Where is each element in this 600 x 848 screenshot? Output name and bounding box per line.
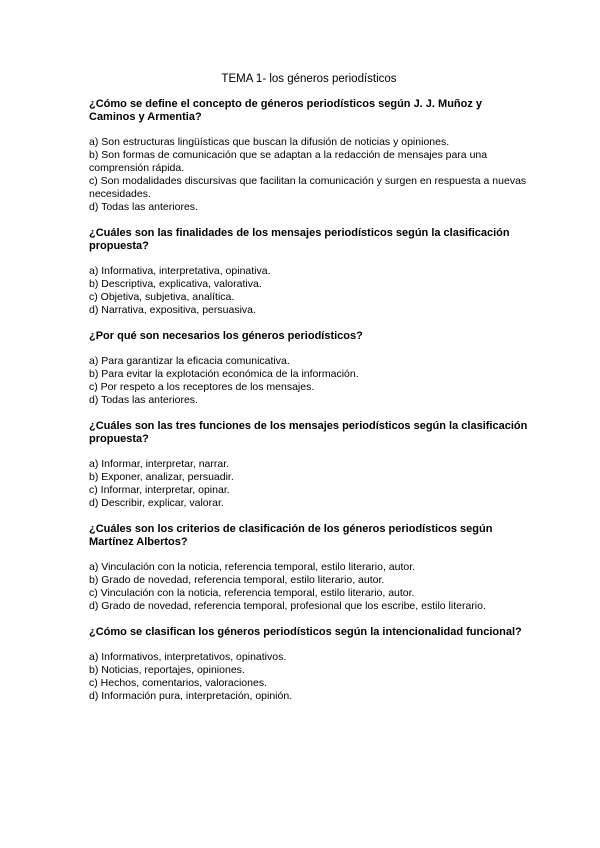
answer-options: [89, 651, 529, 703]
answer-option-b: b) Grado de novedad, referencia temporal, estilo literario, autor.: [89, 574, 385, 586]
answer-option-b: b) Noticias, reportajes, opiniones.: [89, 664, 245, 676]
answer-option-d: d) Todas las anteriores.: [89, 394, 198, 406]
answer-option-c: c) Informar, interpretar, opinar.: [89, 484, 230, 496]
answer-options: [89, 136, 529, 214]
answer-option-a: a) Vinculación con la noticia, referencia temporal, estilo literario, autor.: [89, 561, 416, 573]
answer-option-b: b) Para evitar la explotación económica de la información.: [89, 368, 359, 380]
answer-option-c: c) Hechos, comentarios, valoraciones.: [89, 677, 267, 689]
question-text: ¿Cómo se define el concepto de géneros periodísticos según J. J. Muñoz y Caminos y Armentia?: [89, 98, 483, 123]
question-block-5: [89, 523, 529, 613]
answer-option-d: d) Todas las anteriores.: [89, 201, 198, 213]
question-block-6: [89, 626, 529, 703]
answer-option-d: d) Describir, explicar, valorar.: [89, 497, 224, 509]
question-text: ¿Cómo se clasifican los géneros periodísticos según la intencionalidad funcional?: [89, 626, 522, 638]
answer-options: [89, 265, 529, 317]
answer-option-d: d) Narrativa, expositiva, persuasiva.: [89, 304, 256, 316]
answer-option-b: b) Descriptiva, explicativa, valorativa.: [89, 278, 262, 290]
answer-option-c: c) Vinculación con la noticia, referencia temporal, estilo literario, autor.: [89, 587, 415, 599]
answer-options: [89, 561, 529, 613]
question-text: ¿Cuáles son las finalidades de los mensajes periodísticos según la clasificación propuesta?: [89, 227, 510, 252]
answer-options: [89, 458, 529, 510]
question-text: ¿Por qué son necesarios los géneros periodísticos?: [89, 330, 363, 342]
question-block-1: [89, 98, 529, 214]
answer-option-a: a) Informativos, interpretativos, opinativos.: [89, 651, 287, 663]
question-text: ¿Cuáles son los criterios de clasificación de los géneros periodísticos según Martínez Albertos?: [89, 523, 493, 548]
answer-option-d: d) Grado de novedad, referencia temporal, profesional que los escribe, estilo literario.: [89, 600, 486, 612]
answer-option-d: d) Información pura, interpretación, opinión.: [89, 690, 293, 702]
answer-option-a: a) Informar, interpretar, narrar.: [89, 458, 230, 470]
answer-option-a: a) Para garantizar la eficacia comunicativa.: [89, 355, 290, 367]
answer-option-c: c) Objetiva, subjetiva, analítica.: [89, 291, 235, 303]
question-text: ¿Cuáles son las tres funciones de los mensajes periodísticos según la clasificación propuesta?: [89, 420, 528, 445]
answer-option-a: a) Son estructuras lingüísticas que buscan la difusión de noticias y opiniones.: [89, 136, 450, 148]
answer-option-b: b) Son formas de comunicación que se adaptan a la redacción de mensajes para una comprensión rápida.: [89, 149, 488, 174]
answer-option-a: a) Informativa, interpretativa, opinativa.: [89, 265, 271, 277]
question-block-3: [89, 330, 529, 407]
answer-option-c: c) Son modalidades discursivas que facilitan la comunicación y surgen en respuesta a nuevas necesidades.: [89, 175, 527, 200]
answer-options: [89, 355, 529, 407]
answer-option-b: b) Exponer, analizar, persuadir.: [89, 471, 234, 483]
document-title: TEMA 1- los géneros periodísticos: [221, 73, 397, 85]
document-page: [89, 72, 529, 716]
answer-option-c: c) Por respeto a los receptores de los mensajes.: [89, 381, 315, 393]
question-block-2: [89, 227, 529, 317]
question-block-4: [89, 420, 529, 510]
